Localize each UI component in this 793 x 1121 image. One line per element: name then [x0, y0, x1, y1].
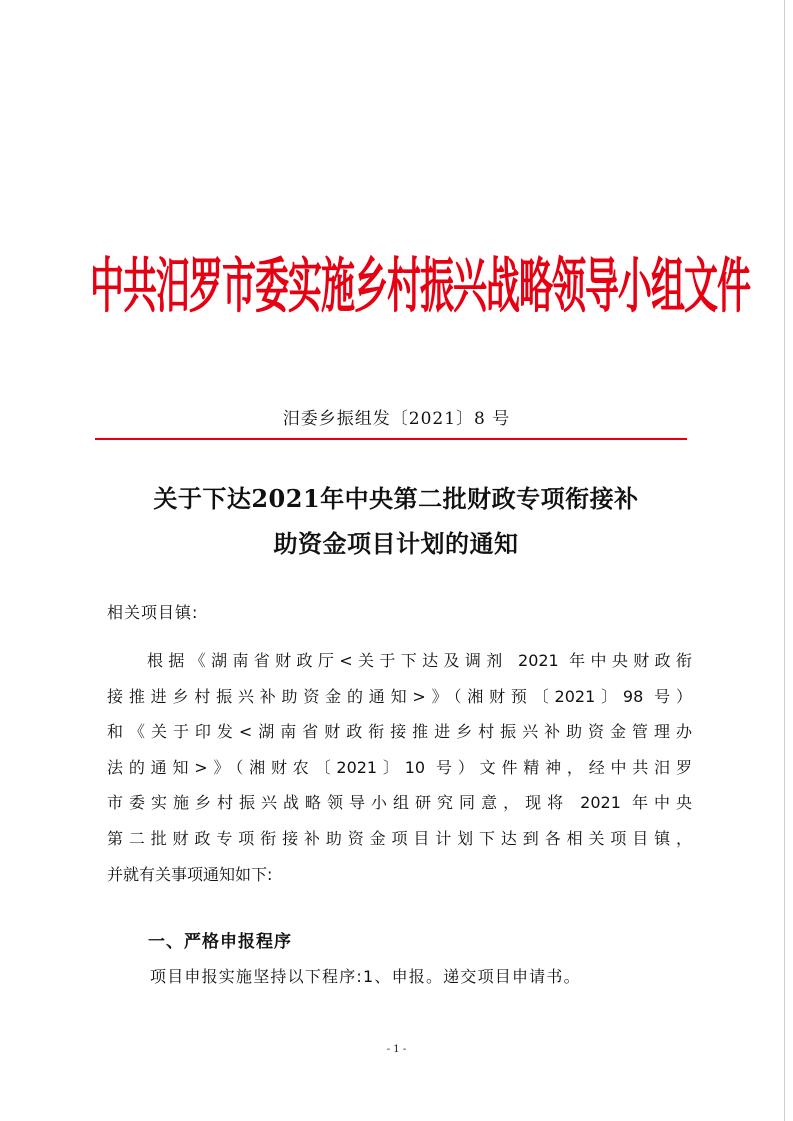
page-edge-line: [784, 0, 785, 1121]
body-paragraph: [107, 643, 692, 892]
notice-title-line-2: 助资金项目计划的通知: [273, 529, 519, 558]
addressee: 相关项目镇:: [107, 603, 199, 622]
body-line: 和《关于印发<湖南省财政衔接推进乡村振兴补助资金管理办: [107, 722, 692, 742]
page-number: - 1 -: [386, 1044, 407, 1055]
issuer-title: 中共汨罗市委实施乡村振兴战略领导小组文件: [90, 252, 750, 322]
body-line: 法的通知>》（湘财农〔2021〕10 号）文件精神，经中共汨罗: [107, 757, 692, 777]
body-line: 接推进乡村振兴补助资金的通知>》（湘财预〔2021〕98 号）: [107, 686, 692, 706]
notice-title: [96, 476, 696, 566]
body-line: 第二批财政专项衔接补助资金项目计划下达到各相关项目镇，: [107, 828, 692, 848]
body-line: 并就有关事项通知如下:: [107, 864, 273, 884]
document-number: 汨委乡振组发〔2021〕8 号: [282, 409, 511, 429]
body-line: 根据《湖南省财政厅<关于下达及调剂 2021 年中央财政衔: [147, 651, 692, 670]
section-paragraph: 项目申报实施坚持以下程序:1、申报。递交项目申请书。: [150, 967, 581, 986]
body-line: 市委实施乡村振兴战略领导小组研究同意，现将 2021 年中央: [107, 793, 692, 813]
red-divider-line: [95, 438, 687, 440]
section-heading: 一、严格申报程序: [148, 932, 292, 952]
notice-title-line-1: 关于下达2021年中央第二批财政专项衔接补: [153, 484, 639, 513]
